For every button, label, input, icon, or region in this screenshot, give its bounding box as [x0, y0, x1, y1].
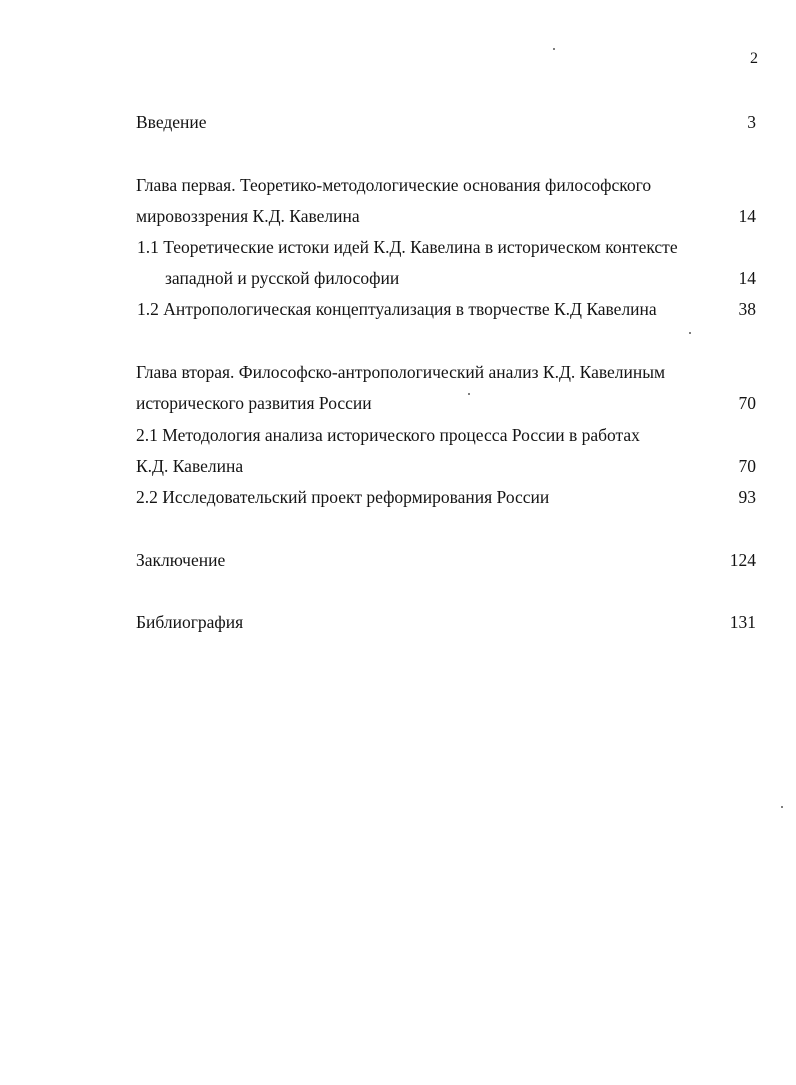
- toc-section-1-1-line1: [137, 235, 756, 259]
- toc-chapter2-title-line2: [136, 391, 756, 415]
- toc-entry-page: 14: [738, 268, 756, 288]
- toc-section-2-1-line2: [136, 454, 756, 478]
- toc-section-1-2: [137, 297, 756, 321]
- toc-entry-bibliography: [136, 610, 756, 634]
- toc-chapter1-title-line1: [136, 173, 756, 197]
- toc-entry-page: 131: [729, 612, 756, 632]
- toc-entry-page: 124: [729, 550, 756, 570]
- toc-entry-page: 93: [738, 487, 756, 507]
- toc-entry-conclusion: [136, 548, 756, 572]
- toc-entry-title: западной и русской философии: [165, 268, 400, 288]
- toc-entry-title: исторического развития России: [136, 393, 372, 413]
- scan-speck: [553, 48, 555, 50]
- toc-entry-intro: [136, 110, 756, 134]
- toc-entry-title: Библиография: [136, 612, 244, 632]
- toc-chapter2-title-line1: [136, 360, 756, 384]
- toc-entry-title: Заключение: [136, 550, 226, 570]
- toc-entry-title: 2.2 Исследовательский проект реформирования России: [136, 487, 550, 507]
- toc-entry-page: 70: [738, 456, 756, 476]
- toc-entry-page: 38: [738, 299, 756, 319]
- toc-chapter1-title-line2: [136, 204, 756, 228]
- toc-entry-page: 14: [738, 206, 756, 226]
- toc-entry-title: Введение: [136, 112, 207, 132]
- toc-section-2-1-line1: [136, 423, 756, 447]
- toc-section-2-2: [136, 485, 756, 509]
- toc-entry-title: К.Д. Кавелина: [136, 456, 244, 476]
- toc-entry-title: 2.1 Методология анализа исторического процесса России в работах: [136, 425, 640, 445]
- toc-section-1-1-line2: [165, 266, 756, 290]
- scan-speck: [689, 332, 691, 334]
- toc-entry-title: 1.2 Антропологическая концептуализация в творчестве К.Д Кавелина: [137, 299, 657, 319]
- scan-speck: [781, 806, 783, 808]
- page-number: 2: [750, 50, 758, 67]
- toc-entry-title: Глава вторая. Философско-антропологический анализ К.Д. Кавелиным: [136, 362, 666, 382]
- toc-entry-title: 1.1 Теоретические истоки идей К.Д. Кавелина в историческом контексте: [137, 237, 678, 257]
- toc-entry-title: Глава первая. Теоретико-методологические основания философского: [136, 175, 652, 195]
- toc-entry-page: 3: [747, 112, 756, 132]
- toc-entry-page: 70: [738, 393, 756, 413]
- toc-entry-title: мировоззрения К.Д. Кавелина: [136, 206, 360, 226]
